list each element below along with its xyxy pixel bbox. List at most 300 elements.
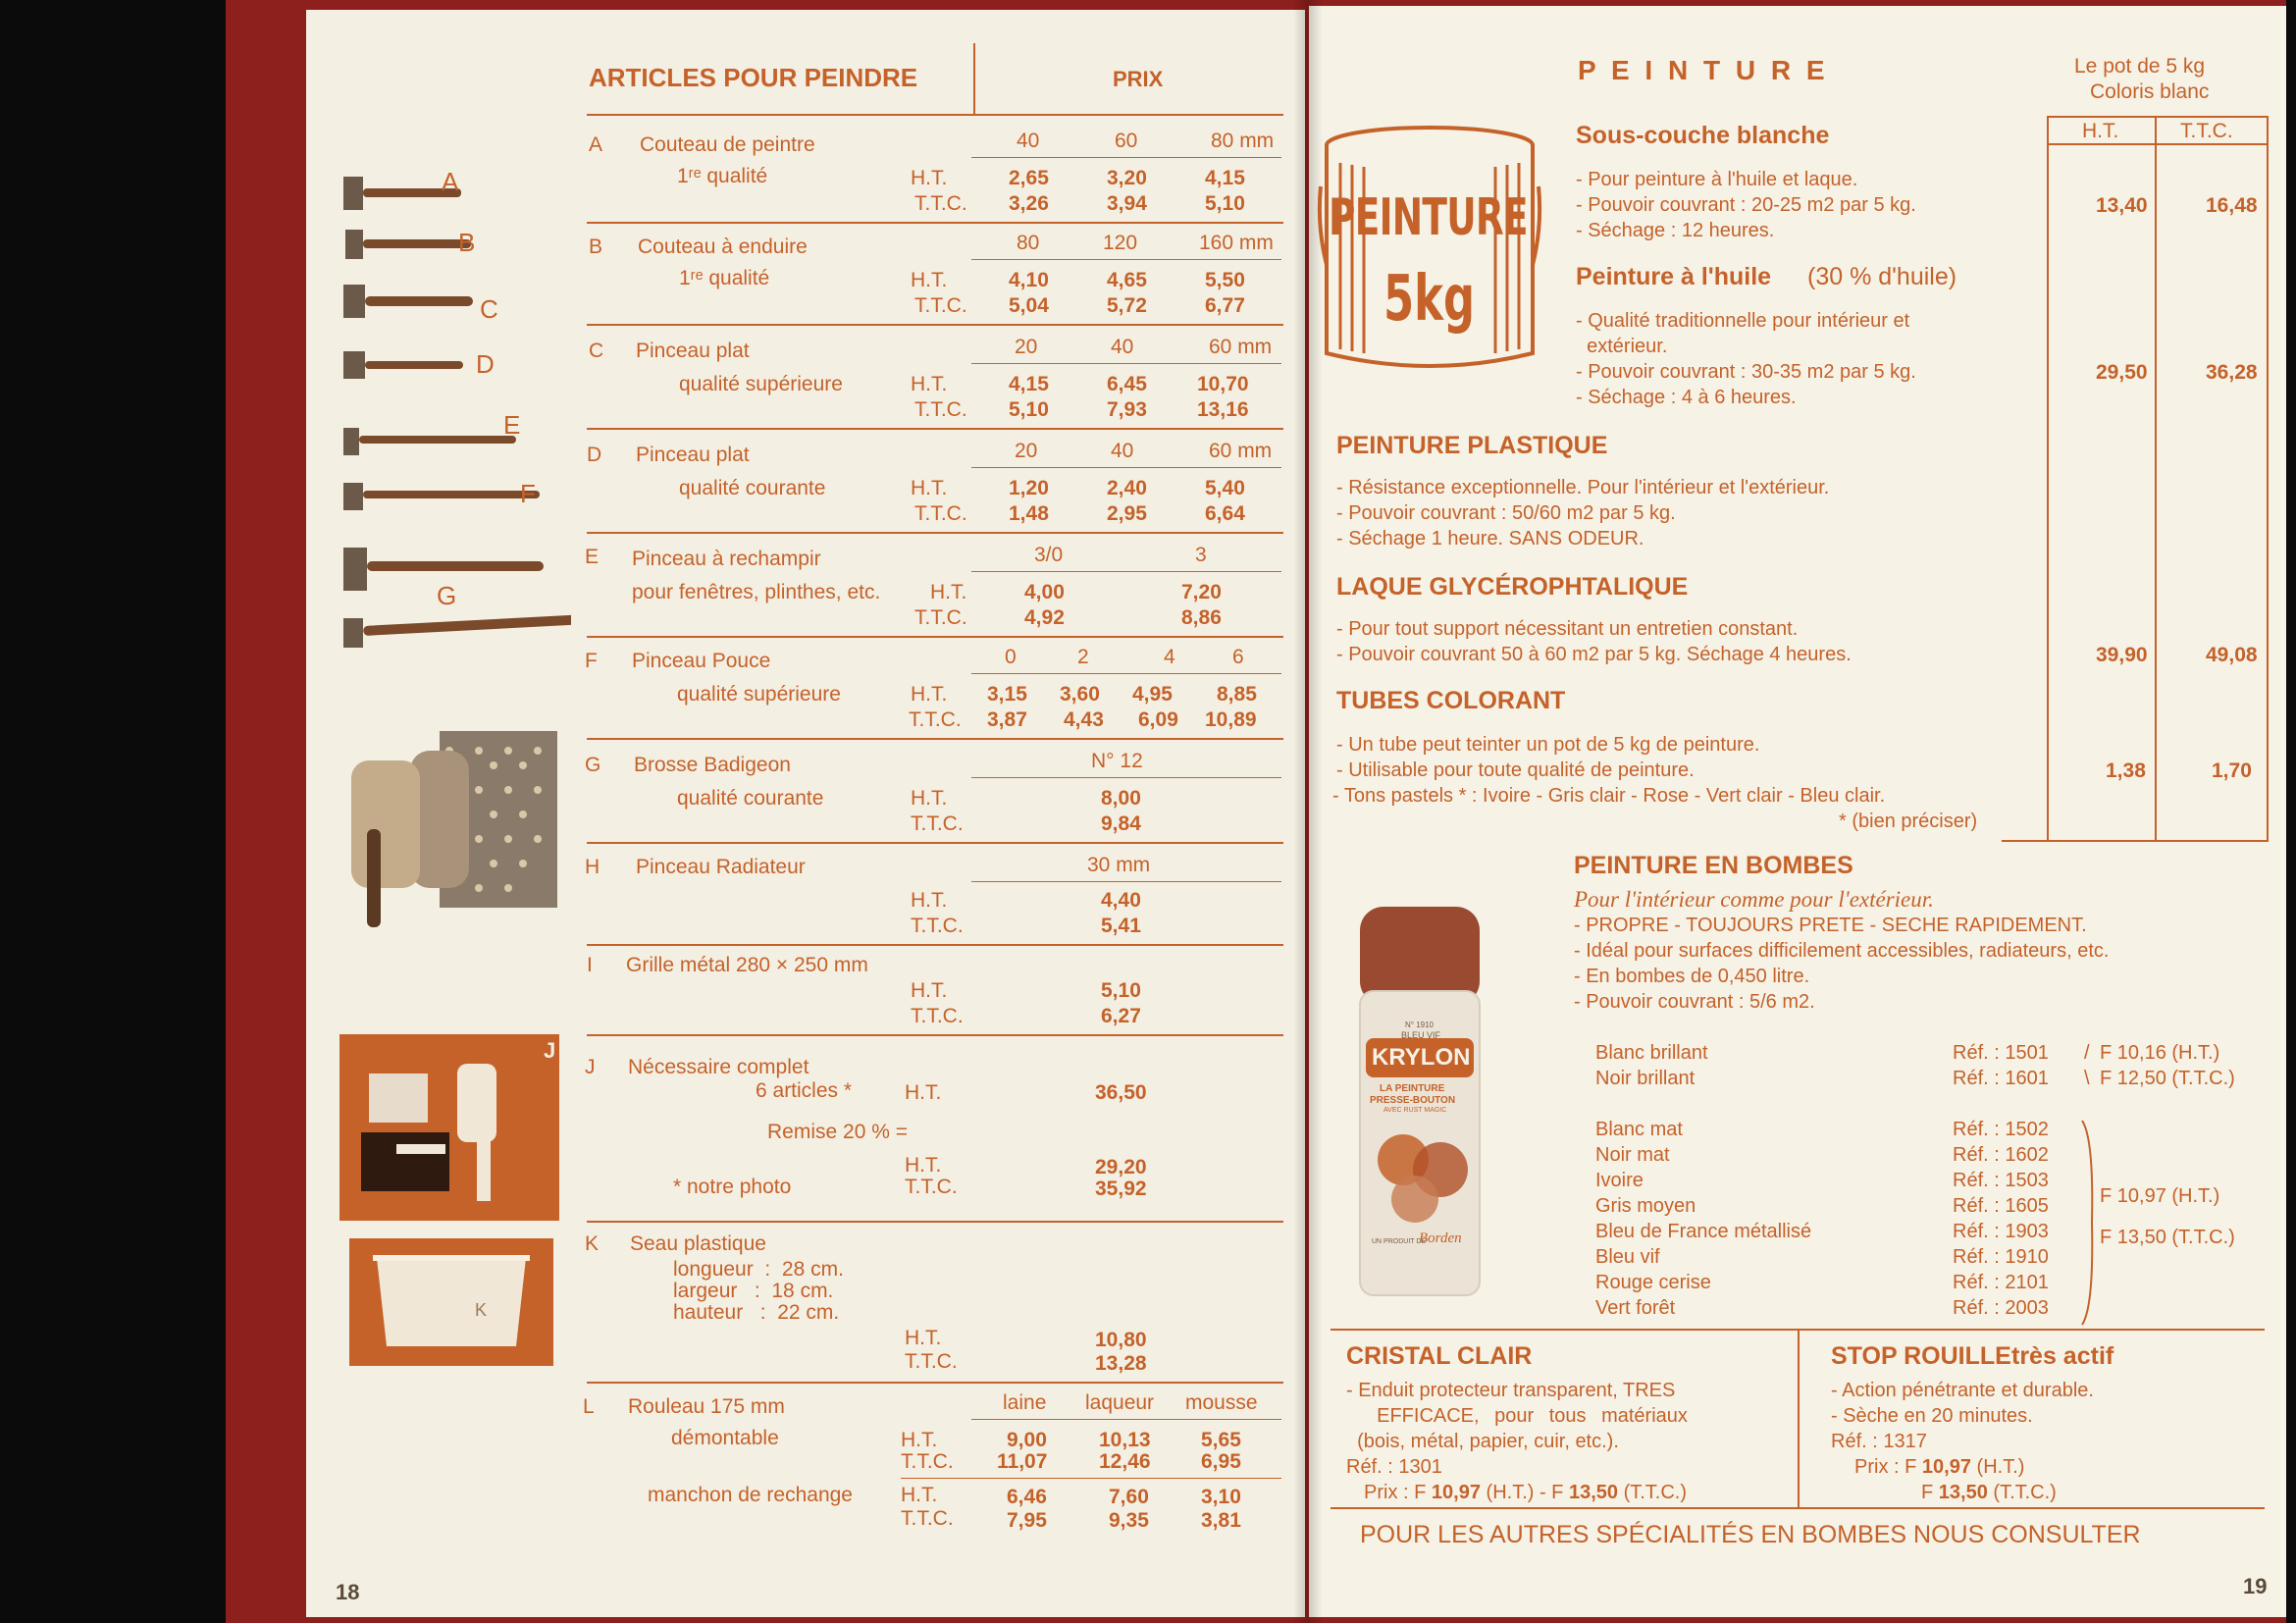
bombes-title: PEINTURE EN BOMBES — [1574, 852, 1853, 879]
bottom-boxes-divider — [1798, 1329, 1800, 1507]
bombe-6-ref: Réf. : 1605 — [1953, 1195, 2049, 1217]
peinture-title: P E I N T U R E — [1578, 55, 1829, 85]
row-f-ht-2: 3,60 — [1060, 683, 1100, 706]
row-l-letter: L — [583, 1395, 595, 1418]
row-d-size-3: 60 mm — [1209, 440, 1273, 462]
huile-title-suffix: (30 % d'huile) — [1807, 263, 1957, 290]
cristal-line-2: EFFICACE, pour tous matériaux — [1346, 1405, 1688, 1427]
row-d-size-2: 40 — [1111, 440, 1134, 462]
row-e-sub: pour fenêtres, plinthes, etc. — [632, 581, 881, 603]
row-l-ht-3: 5,65 — [1201, 1429, 1241, 1451]
row-a-size-2: 60 — [1115, 130, 1138, 152]
row-b-size-rule — [971, 259, 1281, 260]
stop-ref: Réf. : 1317 — [1831, 1431, 1927, 1452]
photo-letter-g: G — [437, 581, 457, 610]
bombe-1-name: Blanc brillant — [1595, 1042, 1708, 1064]
row-f-letter: F — [585, 650, 598, 672]
group1-ttc: F 12,50 (T.T.C.) — [2100, 1068, 2235, 1089]
row-d-ht-3: 5,40 — [1205, 477, 1245, 499]
stop-prix-ht-line — [1854, 1456, 2024, 1479]
row-b-size-1: 80 — [1017, 232, 1040, 254]
row-c-size-2: 40 — [1111, 336, 1134, 358]
row-k-name: Seau plastique — [630, 1232, 766, 1255]
row-a-size-1: 40 — [1017, 130, 1040, 152]
row-j-rule — [587, 1221, 1283, 1223]
photo-letter-d: D — [476, 349, 495, 379]
row-k-letter: K — [585, 1232, 600, 1255]
bombe-3-name: Blanc mat — [1595, 1119, 1683, 1140]
row-e-ht-2: 7,20 — [1181, 581, 1222, 603]
row-i-letter: I — [587, 954, 593, 976]
row-l-ttc-label: T.T.C. — [901, 1450, 954, 1473]
row-a-rule — [587, 222, 1283, 224]
sous-couche-ht: 13,40 — [2096, 194, 2148, 217]
bombe-9-ref: Réf. : 2101 — [1953, 1272, 2049, 1293]
row-e-ttc-1: 4,92 — [1024, 606, 1065, 629]
paint-can-label-2: 5kg — [1383, 263, 1476, 336]
row-j-remise: Remise 20 % = — [767, 1121, 908, 1143]
group2-brace — [2078, 1119, 2098, 1327]
row-a-ht-label: H.T. — [911, 167, 948, 189]
cristal-title: CRISTAL CLAIR — [1346, 1342, 1533, 1370]
row-l-ht2-label: H.T. — [901, 1484, 938, 1506]
row-h-size-1: 30 mm — [1087, 854, 1151, 876]
bombe-10-ref: Réf. : 2003 — [1953, 1297, 2049, 1319]
stop-ht-suffix: (H.T.) — [1976, 1456, 2025, 1478]
row-b-ttc-label: T.T.C. — [914, 294, 967, 317]
row-k-dim-1: longueur : 28 cm. — [673, 1258, 844, 1281]
row-l-ttc2-1: 7,95 — [1007, 1509, 1047, 1532]
cristal-ttc-suffix: (T.T.C.) — [1623, 1482, 1688, 1503]
price-col-ttc-header: T.T.C. — [2180, 120, 2233, 142]
cristal-prix — [1364, 1482, 1687, 1504]
row-l-size-3: mousse — [1185, 1391, 1258, 1414]
row-a-size-rule — [971, 157, 1281, 158]
spray-can-text-3: AVEC RUST MAGIC — [1383, 1107, 1447, 1114]
huile-title: Peinture à l'huile — [1576, 263, 1772, 290]
row-e-ht-1: 4,00 — [1024, 581, 1065, 603]
sous-couche-ttc: 16,48 — [2206, 194, 2258, 217]
row-e-letter: E — [585, 546, 600, 568]
row-f-ttc-1: 3,87 — [987, 708, 1027, 731]
row-l-mid-rule — [901, 1478, 1281, 1479]
row-j-ht2: 29,20 — [1095, 1156, 1147, 1178]
bombe-6-name: Gris moyen — [1595, 1195, 1696, 1217]
row-e-size-1: 3/0 — [1034, 544, 1064, 566]
bombe-5-ref: Réf. : 1503 — [1953, 1170, 2049, 1191]
row-f-size-4: 6 — [1232, 646, 1244, 668]
row-l-ht2-1: 6,46 — [1007, 1486, 1047, 1508]
bombe-7-name: Bleu de France métallisé — [1595, 1221, 1812, 1242]
huile-ttc: 36,28 — [2206, 361, 2258, 384]
roller-icon — [341, 721, 567, 927]
row-d-ttc-2: 2,95 — [1107, 502, 1147, 525]
header-divider — [973, 43, 975, 116]
bombe-8-name: Bleu vif — [1595, 1246, 1660, 1268]
row-l-ttc-1: 11,07 — [997, 1450, 1048, 1473]
row-k-ht-label: H.T. — [905, 1327, 942, 1349]
row-l-name: Rouleau 175 mm — [628, 1395, 785, 1418]
row-e-size-rule — [971, 571, 1281, 572]
cristal-prix-ttc: 13,50 — [1568, 1482, 1619, 1503]
row-c-ttc-2: 7,93 — [1107, 398, 1147, 421]
row-b-ht-3: 5,50 — [1205, 269, 1245, 291]
roller-photo — [341, 721, 567, 927]
bombe-8-ref: Réf. : 1910 — [1953, 1246, 2049, 1268]
tubes-title: TUBES COLORANT — [1336, 687, 1566, 714]
row-d-ttc-3: 6,64 — [1205, 502, 1245, 525]
row-g-ttc-1: 9,84 — [1101, 812, 1141, 835]
row-f-ht-1: 3,15 — [987, 683, 1027, 706]
row-f-ht-3: 4,95 — [1132, 683, 1173, 706]
spray-can-text-4: UN PRODUIT DE — [1372, 1238, 1427, 1245]
row-j-note: * notre photo — [673, 1176, 792, 1198]
cristal-prix-ht: 10,97 — [1431, 1482, 1481, 1503]
row-c-ht-3: 10,70 — [1197, 373, 1249, 395]
tubes-line-3: - Tons pastels * : Ivoire - Gris clair - Rose - Vert clair - Bleu clair. — [1332, 785, 1886, 807]
group1-brace-top: / — [2084, 1042, 2090, 1064]
photo-letter-f: F — [520, 479, 536, 508]
row-c-rule — [587, 428, 1283, 430]
group2-ht: F 10,97 (H.T.) — [2100, 1185, 2220, 1207]
pot-header-2: Coloris blanc — [2090, 80, 2210, 103]
row-h-ht-1: 4,40 — [1101, 889, 1141, 912]
row-l-size-1: laine — [1003, 1391, 1047, 1414]
row-h-name: Pinceau Radiateur — [636, 856, 806, 878]
row-e-rule — [587, 636, 1283, 638]
paint-can-label-1: PEINTURE — [1329, 188, 1528, 247]
spray-can-text-2: PRESSE-BOUTON — [1370, 1095, 1456, 1106]
row-d-letter: D — [587, 444, 602, 466]
header-rule — [587, 114, 1283, 116]
laque-ttc: 49,08 — [2206, 644, 2258, 666]
stop-title-suffix: très actif — [2011, 1342, 2114, 1370]
row-l-ttc-3: 6,95 — [1201, 1450, 1241, 1473]
row-f-ht-label: H.T. — [911, 683, 948, 706]
row-i-ttc-label: T.T.C. — [911, 1005, 964, 1027]
row-d-ht-1: 1,20 — [1009, 477, 1049, 499]
row-f-size-3: 4 — [1164, 646, 1175, 668]
row-g-ttc-label: T.T.C. — [911, 812, 964, 835]
spray-can-small-2: BLEU VIF — [1401, 1030, 1441, 1040]
bombe-4-name: Noir mat — [1595, 1144, 1670, 1166]
row-l-ttc2-label: T.T.C. — [901, 1507, 954, 1530]
row-f-ttc-4: 10,89 — [1205, 708, 1257, 731]
row-e-ht-label: H.T. — [930, 581, 967, 603]
huile-line-3: - Pouvoir couvrant : 30-35 m2 par 5 kg. — [1576, 361, 1916, 383]
stop-ttc-suffix: (T.T.C.) — [1993, 1482, 2057, 1503]
cristal-ref: Réf. : 1301 — [1346, 1456, 1442, 1478]
row-e-size-2: 3 — [1195, 544, 1207, 566]
stop-prix-label: Prix : F — [1854, 1456, 1917, 1478]
row-c-size-3: 60 mm — [1209, 336, 1273, 358]
right-page-number: 19 — [2243, 1574, 2268, 1598]
pot-header-1: Le pot de 5 kg — [2074, 55, 2206, 78]
row-d-size-1: 20 — [1015, 440, 1038, 462]
row-f-size-2: 2 — [1077, 646, 1089, 668]
row-f-ttc-label: T.T.C. — [909, 708, 962, 731]
row-f-rule — [587, 738, 1283, 740]
price-col-left-border — [2047, 116, 2049, 840]
row-l-ttc2-2: 9,35 — [1109, 1509, 1149, 1532]
row-a-ttc-label: T.T.C. — [914, 192, 967, 215]
paint-can-icon — [1317, 118, 1542, 383]
row-d-ht-2: 2,40 — [1107, 477, 1147, 499]
photo-letter-c: C — [480, 294, 498, 324]
row-h-ttc-label: T.T.C. — [911, 915, 964, 937]
huile-line-1: - Qualité traditionnelle pour intérieur et — [1576, 310, 1910, 332]
bucket-icon — [349, 1238, 553, 1366]
photo-letter-e: E — [503, 410, 521, 440]
row-c-ttc-1: 5,10 — [1009, 398, 1049, 421]
row-c-ttc-3: 13,16 — [1197, 398, 1249, 421]
row-g-name: Brosse Badigeon — [634, 754, 791, 776]
row-k-ttc: 13,28 — [1095, 1352, 1147, 1375]
tubes-ttc: 1,70 — [2212, 759, 2252, 782]
stop-line-1: - Action pénétrante et durable. — [1831, 1380, 2094, 1401]
row-l-size-2: laqueur — [1085, 1391, 1155, 1414]
spray-can-small-1: N° 1910 — [1405, 1021, 1434, 1029]
row-f-ttc-2: 4,43 — [1064, 708, 1104, 731]
row-j-ttc2: 35,92 — [1095, 1178, 1147, 1200]
plastique-line-3: - Séchage 1 heure. SANS ODEUR. — [1336, 528, 1644, 550]
row-h-ht-label: H.T. — [911, 889, 948, 912]
row-g-ht-label: H.T. — [911, 787, 948, 810]
spray-can-brand: KRYLON — [1372, 1044, 1471, 1071]
laque-line-2: - Pouvoir couvrant 50 à 60 m2 par 5 kg. Séchage 4 heures. — [1336, 644, 1852, 665]
cristal-line-1: - Enduit protecteur transparent, TRES — [1346, 1380, 1676, 1401]
row-k-dim-2: largeur : 18 cm. — [673, 1280, 834, 1302]
row-f-ttc-3: 6,09 — [1138, 708, 1178, 731]
sous-couche-line-1: - Pour peinture à l'huile et laque. — [1576, 169, 1858, 190]
group2-ttc: F 13,50 (T.T.C.) — [2100, 1227, 2235, 1248]
row-f-size-1: 0 — [1005, 646, 1017, 668]
stop-title: STOP ROUILLE — [1831, 1342, 2011, 1370]
row-d-rule — [587, 532, 1283, 534]
row-a-letter: A — [589, 133, 603, 156]
group1-ht: F 10,16 (H.T.) — [2100, 1042, 2220, 1064]
row-k-dim-3: hauteur : 22 cm. — [673, 1301, 840, 1324]
bombes-subtitle: Pour l'intérieur comme pour l'extérieur. — [1574, 887, 1934, 912]
row-b-ht-1: 4,10 — [1009, 269, 1049, 291]
row-j-sub: 6 articles * — [756, 1079, 853, 1102]
plastique-line-2: - Pouvoir couvrant : 50/60 m2 par 5 kg. — [1336, 502, 1676, 524]
laque-title: LAQUE GLYCÉROPHTALIQUE — [1336, 573, 1689, 601]
row-j-ht: 36,50 — [1095, 1081, 1147, 1104]
row-c-sub: qualité supérieure — [679, 373, 843, 395]
row-l-ht-label: H.T. — [901, 1429, 938, 1451]
row-a-ht-1: 2,65 — [1009, 167, 1049, 189]
bombe-2-ref: Réf. : 1601 — [1953, 1068, 2049, 1089]
row-k-rule — [587, 1382, 1283, 1384]
photo-letter-b: B — [458, 228, 476, 257]
row-j-ht-label: H.T. — [905, 1081, 942, 1104]
row-a-sub: 1ʳᵉ qualité — [677, 165, 768, 187]
stop-prix-ttc-line — [1921, 1482, 2057, 1504]
row-c-ht-1: 4,15 — [1009, 373, 1049, 395]
bombe-3-ref: Réf. : 1502 — [1953, 1119, 2049, 1140]
row-c-letter: C — [589, 340, 604, 362]
bombe-2-name: Noir brillant — [1595, 1068, 1696, 1089]
cristal-prix-label: Prix : F — [1364, 1482, 1427, 1503]
row-l-size-rule — [971, 1419, 1281, 1420]
plastique-title: PEINTURE PLASTIQUE — [1336, 432, 1608, 459]
row-e-name: Pinceau à rechampir — [632, 548, 821, 570]
row-a-ttc-2: 3,94 — [1107, 192, 1147, 215]
row-c-ht-2: 6,45 — [1107, 373, 1147, 395]
laque-ht: 39,90 — [2096, 644, 2148, 666]
row-j-letter: J — [585, 1056, 596, 1078]
tubes-line-2: - Utilisable pour toute qualité de peinture. — [1336, 759, 1695, 781]
photo-label-j: J — [544, 1038, 556, 1063]
spray-can-text-1: LA PEINTURE — [1380, 1083, 1445, 1094]
stop-prix-ttc: 13,50 — [1938, 1482, 1988, 1503]
row-h-rule — [587, 944, 1283, 946]
row-b-sub: 1ʳᵉ qualité — [679, 267, 770, 289]
price-col-header-rule — [2047, 143, 2269, 145]
kit-photo — [339, 1034, 559, 1221]
row-d-ht-label: H.T. — [911, 477, 948, 499]
row-j-ttc2-label: T.T.C. — [905, 1176, 958, 1198]
row-a-ttc-1: 3,26 — [1009, 192, 1049, 215]
row-g-size-rule — [971, 777, 1281, 778]
bombe-10-name: Vert forêt — [1595, 1297, 1676, 1319]
row-l-ht-1: 9,00 — [1007, 1429, 1047, 1451]
cristal-ht-suffix: (H.T.) - F — [1486, 1482, 1564, 1503]
row-f-name: Pinceau Pouce — [632, 650, 771, 672]
row-h-letter: H — [585, 856, 600, 878]
row-d-ttc-1: 1,48 — [1009, 502, 1049, 525]
huile-line-2: extérieur. — [1576, 336, 1668, 357]
stop-f-label: F — [1921, 1482, 1934, 1503]
row-c-size-1: 20 — [1015, 336, 1038, 358]
row-b-size-2: 120 — [1103, 232, 1138, 254]
photo-label-k: K — [475, 1300, 488, 1320]
row-f-size-rule — [971, 673, 1281, 674]
bombe-4-ref: Réf. : 1602 — [1953, 1144, 2049, 1166]
row-d-ttc-label: T.T.C. — [914, 502, 967, 525]
row-k-ttc-label: T.T.C. — [905, 1350, 958, 1373]
row-b-ttc-1: 5,04 — [1009, 294, 1049, 317]
row-c-name: Pinceau plat — [636, 340, 750, 362]
tubes-ht: 1,38 — [2106, 759, 2146, 782]
articles-title: ARTICLES POUR PEINDRE — [589, 63, 918, 92]
row-a-ht-2: 3,20 — [1107, 167, 1147, 189]
row-l-sub: démontable — [671, 1427, 779, 1449]
bucket-photo — [349, 1238, 553, 1366]
row-g-sub: qualité courante — [677, 787, 824, 810]
row-c-ht-label: H.T. — [911, 373, 948, 395]
row-h-ttc-1: 5,41 — [1101, 915, 1141, 937]
laque-line-1: - Pour tout support nécessitant un entretien constant. — [1336, 618, 1799, 640]
row-i-ht-1: 5,10 — [1101, 979, 1141, 1002]
row-b-name: Couteau à enduire — [638, 236, 808, 258]
row-d-sub: qualité courante — [679, 477, 826, 499]
row-g-size-1: N° 12 — [1091, 750, 1143, 772]
tubes-bottom-rule — [2002, 840, 2269, 842]
price-col-middle-border — [2155, 116, 2157, 840]
bombe-7-ref: Réf. : 1903 — [1953, 1221, 2049, 1242]
row-i-name: Grille métal 280 × 250 mm — [626, 954, 868, 976]
row-d-name: Pinceau plat — [636, 444, 750, 466]
huile-ht: 29,50 — [2096, 361, 2148, 384]
tubes-line-1: - Un tube peut teinter un pot de 5 kg de peinture. — [1336, 734, 1760, 756]
row-e-ttc-2: 8,86 — [1181, 606, 1222, 629]
row-g-rule — [587, 842, 1283, 844]
row-l-ttc2-3: 3,81 — [1201, 1509, 1241, 1532]
price-col-top-rule — [2047, 116, 2269, 118]
row-b-ttc-3: 6,77 — [1205, 294, 1245, 317]
row-f-sub: qualité supérieure — [677, 683, 841, 706]
row-b-ht-label: H.T. — [911, 269, 948, 291]
row-f-ht-4: 8,85 — [1217, 683, 1257, 706]
row-c-ttc-label: T.T.C. — [914, 398, 967, 421]
row-l-sub2: manchon de rechange — [648, 1484, 853, 1506]
kit-icon — [339, 1034, 559, 1221]
bombe-9-name: Rouge cerise — [1595, 1272, 1711, 1293]
price-col-ht-header: H.T. — [2082, 120, 2119, 142]
group1-brace-bottom: \ — [2084, 1068, 2090, 1089]
bombe-1-ref: Réf. : 1501 — [1953, 1042, 2049, 1064]
bombes-line-3: - En bombes de 0,450 litre. — [1574, 966, 1810, 987]
photo-letter-a: A — [442, 167, 459, 196]
bombes-line-1: - PROPRE - TOUJOURS PRETE - SECHE RAPIDEMENT. — [1574, 915, 2087, 936]
spray-can-script: Borden — [1419, 1230, 1462, 1246]
row-b-rule — [587, 324, 1283, 326]
row-a-size-3: 80 mm — [1211, 130, 1275, 152]
row-a-ht-3: 4,15 — [1205, 167, 1245, 189]
sous-couche-line-3: - Séchage : 12 heures. — [1576, 220, 1775, 241]
tubes-line-4: * (bien préciser) — [1839, 811, 1978, 832]
row-e-ttc-label: T.T.C. — [914, 606, 967, 629]
sous-couche-title: Sous-couche blanche — [1576, 122, 1830, 149]
row-i-rule — [587, 1034, 1283, 1036]
paint-can-image — [1317, 118, 1542, 383]
row-b-size-3: 160 mm — [1199, 232, 1274, 254]
bombe-5-name: Ivoire — [1595, 1170, 1644, 1191]
price-col-right-border — [2267, 116, 2269, 840]
row-l-ht2-2: 7,60 — [1109, 1486, 1149, 1508]
row-a-ttc-3: 5,10 — [1205, 192, 1245, 215]
row-k-ht: 10,80 — [1095, 1329, 1147, 1351]
prix-header: PRIX — [1113, 67, 1164, 91]
row-l-ttc-2: 12,46 — [1099, 1450, 1151, 1473]
bottom-boxes-bottom-rule — [1331, 1507, 2265, 1509]
row-c-size-rule — [971, 363, 1281, 364]
row-b-ht-2: 4,65 — [1107, 269, 1147, 291]
bombes-line-4: - Pouvoir couvrant : 5/6 m2. — [1574, 991, 1815, 1013]
row-j-ht2-label: H.T. — [905, 1154, 942, 1177]
row-i-ht-label: H.T. — [911, 979, 948, 1002]
row-h-size-rule — [971, 881, 1281, 882]
bombes-line-2: - Idéal pour surfaces difficilement accessibles, radiateurs, etc. — [1574, 940, 2110, 962]
stop-line-2: - Sèche en 20 minutes. — [1831, 1405, 2033, 1427]
footer-note: POUR LES AUTRES SPÉCIALITÉS EN BOMBES NOUS CONSULTER — [1360, 1521, 2141, 1548]
row-g-letter: G — [585, 754, 601, 776]
row-i-ttc-1: 6,27 — [1101, 1005, 1141, 1027]
plastique-line-1: - Résistance exceptionnelle. Pour l'intérieur et l'extérieur. — [1336, 477, 1830, 498]
huile-line-4: - Séchage : 4 à 6 heures. — [1576, 387, 1797, 408]
cristal-line-3: (bois, métal, papier, cuir, etc.). — [1346, 1431, 1619, 1452]
sous-couche-line-2: - Pouvoir couvrant : 20-25 m2 par 5 kg. — [1576, 194, 1916, 216]
stop-prix-ht: 10,97 — [1921, 1456, 1971, 1478]
row-l-ht2-3: 3,10 — [1201, 1486, 1241, 1508]
left-page-number: 18 — [336, 1580, 360, 1604]
row-b-letter: B — [589, 236, 603, 258]
row-b-ttc-2: 5,72 — [1107, 294, 1147, 317]
row-a-name: Couteau de peintre — [640, 133, 815, 156]
row-g-ht-1: 8,00 — [1101, 787, 1141, 810]
